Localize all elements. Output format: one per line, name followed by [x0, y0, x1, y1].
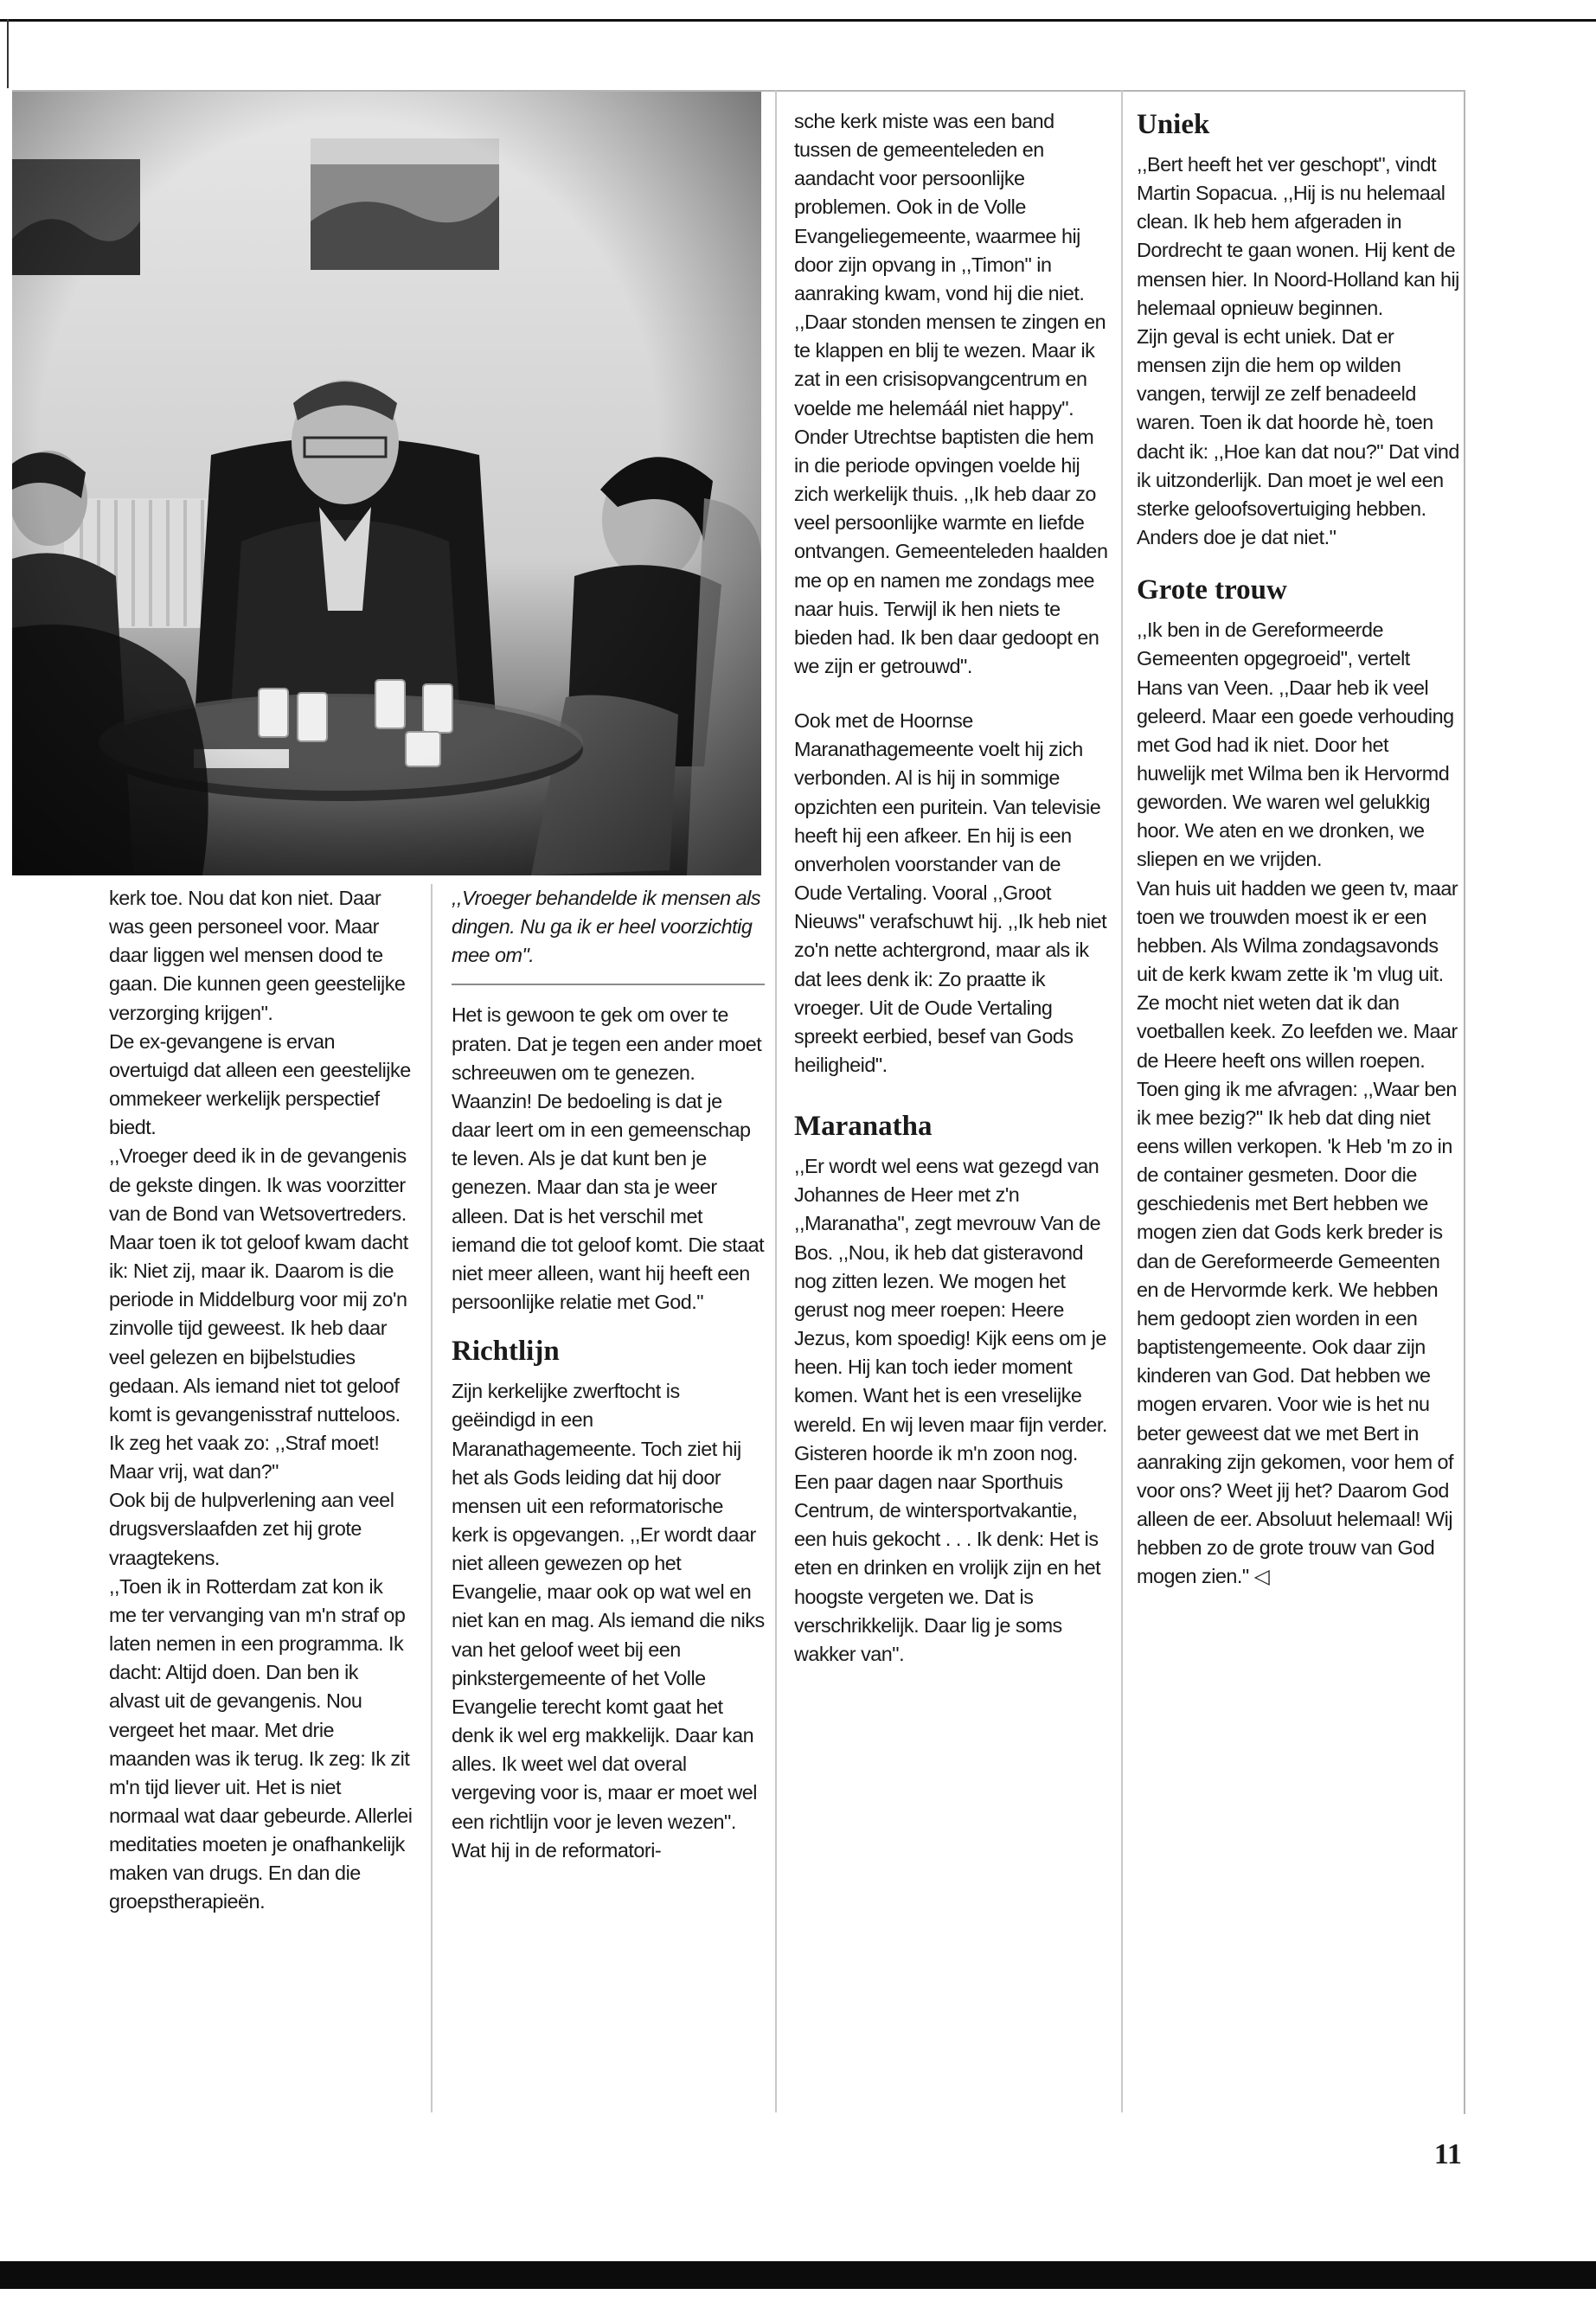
heading-richtlijn: Richtlijn [452, 1336, 560, 1368]
article-photo [12, 92, 761, 875]
top-rule [0, 19, 1596, 22]
bottom-bar [0, 2261, 1596, 2289]
col1-paragraph-5: ,,Toen ik in Rotterdam zat kon ik me ter vervanging van m'n straf op laten nemen in een programma. Ik dacht: Altijd doen. Dan ben ik alvast uit de gevangenis. Nou vergeet het maar. Met drie maanden was ik terug. Ik zeg: Ik zit m'n tijd liever uit. Het is niet normaal wat daar gebeurde. Allerlei meditaties moeten je onafhankelijk maken van drugs. En dan die groepstherapieën. [109, 1574, 413, 1913]
col3-paragraph-3: ,,Er wordt wel eens wat gezegd van Johannes de Heer met z'n ,,Maranatha", zegt mevrouw Van de Bos. ,,Nou, ik heb dat gisteravond nog zitten lezen. We mogen het gerust nog meer roepen: Heere Jezus, kom spoedig! Kijk eens om je heen. Hij kan toch ieder moment komen. Want het is een vreselijke wereld. En wij leven maar fijn verder. Gisteren hoorde ik m'n zoon nog. Een paar dagen naar Sporthuis Centrum, de wintersportvakantie, een huis gekocht . . . Ik denk: Het is eten en drinken en vrolijk zijn en het hoogste vergeten we. Dat is verschrikkelijk. Daar lig je soms wakker van". [794, 1155, 1107, 1665]
text-column-1 [109, 884, 413, 1917]
text-column-3 [794, 107, 1111, 1669]
col1-paragraph-3: ,,Vroeger deed ik in de gevangenis de gekste dingen. Ik was voorzitter van de Bond van Wetsovertreders. Maar toen ik tot geloof kwam dacht ik: Niet zij, maar ik. Daarom is die periode in Middelburg voor mij zo'n zinvolle tijd geweest. Ik heb daar veel gelezen en bijbelstudies gedaan. Als iemand niet tot geloof komt is gevangenisstraf nutteloos. Ik zeg het vaak zo: ,,Straf moet! Maar vrij, wat dan?" [109, 1144, 408, 1484]
column-divider-2 [775, 90, 777, 2112]
group-conversation-photo-icon [12, 92, 761, 875]
page-number: 11 [1433, 2138, 1462, 2170]
text-column-4 [1137, 107, 1460, 1592]
col3-paragraph-1: sche kerk miste was een band tussen de gemeenteleden en aandacht voor persoonlijke problemen. Ook in de Volle Evangeliegemeente, waarmee hij door zijn opvang in ,,Timon" in aanraking kwam, vond hij die niet. ,,Daar stonden mensen te zingen en te klappen en blij te wezen. Maar ik zat in een crisisopvangcentrum en voelde me helemáál niet happy". Onder Utrechtse baptisten die hem in die periode opvingen voelde hij zich werkelijk thuis. ,,Ik heb daar zo veel persoonlijke warmte en liefde ontvangen. Gemeenteleden haalden me op en namen me zondags mee naar huis. Terwijl ik hen niets te bieden had. Ik ben daar gedoopt en we zijn er getrouwd". [794, 110, 1108, 677]
heading-grote-trouw: Grote trouw [1137, 574, 1287, 606]
left-edge-mark [7, 19, 9, 88]
col3-paragraph-2: Ook met de Hoornse Maranathagemeente voelt hij zich verbonden. Al is hij in sommige opzichten een puritein. Van televisie heeft hij een afkeer. En hij is een onverholen voorstander van de Oude Vertaling. Vooral ,,Groot Nieuws" verafschuwt hij. ,,Ik heb niet zo'n nette achtergrond, maar als ik dat lees denk ik: Zo praatte ik vroeger. Uit de Oude Vertaling spreekt eerbied, besef van Gods heiligheid". [794, 709, 1107, 1076]
col2-paragraph-1: Het is gewoon te gek om over te praten. Dat je tegen een ander moet schreeuwen om te genezen. Waanzin! De bedoeling is dat je daar leert om in een gemeenschap te leven. Als je dat kunt ben je genezen. Maar dan sta je weer alleen. Dat is het verschil met iemand die tot geloof komt. Die staat niet meer alleen, want hij heeft een persoonlijke relatie met God." [452, 1003, 765, 1314]
col4-paragraph-2: Zijn geval is echt uniek. Dat er mensen zijn die hem op wilden vangen, terwijl ze zelf benadeeld waren. Toen ik dat hoorde hè, toen dacht ik: ,,Hoe kan dat nou?" Dat vind ik uitzonderlijk. Dan moet je wel een sterke geloofsovertuiging hebben. Anders doe je dat niet." [1137, 324, 1459, 549]
col4-paragraph-1: ,,Bert heeft het ver geschopt", vindt Martin Sopacua. ,,Hij is nu helemaal clean. Ik heb hem afgeraden in Dordrecht te gaan wonen. Hij kent de mensen hier. In Noord-Holland kan hij helemaal opnieuw beginnen. [1137, 153, 1459, 319]
col2-paragraph-2: Zijn kerkelijke zwerftocht is geëindigd in een Maranathagemeente. Toch ziet hij het als Gods leiding dat hij door mensen uit een reformatorische kerk is opgevangen. ,,Er wordt daar niet alleen gewezen op het Evangelie, maar ook op wat wel en niet kan en mag. Als iemand die niks van het geloof weet bij een pinkstergemeente of het Volle Evangelie terecht komt gaat het denk ik wel erg makkelijk. Daar kan alles. Ik weet wel dat overal vergeving voor is, maar er moet wel een richtlijn voor je leven wezen". [452, 1380, 765, 1833]
col1-paragraph-4: Ook bij de hulpverlening aan veel drugsverslaafden zet hij grote vraagtekens. [109, 1489, 394, 1569]
quote-rule [452, 984, 765, 985]
heading-uniek: Uniek [1137, 109, 1210, 140]
col2-paragraph-3: Wat hij in de reformatori- [452, 1838, 662, 1862]
col1-paragraph-2: De ex-gevangene is ervan overtuigd dat alleen een geestelijke ommekeer werkelijk perspectief biedt. [109, 1029, 411, 1139]
column-divider-1 [431, 884, 433, 2112]
pull-quote: ,,Vroeger behandelde ik mensen als dingen. Nu ga ik er heel voorzichtig mee om". [452, 887, 761, 967]
col4-paragraph-3: ,,Ik ben in de Gereformeerde Gemeenten opgegroeid", vertelt Hans van Veen. ,,Daar heb ik veel geleerd. Maar een goede verhouding met God had ik niet. Door het huwelijk met Wilma ben ik Hervormd geworden. We waren wel gelukkig hoor. We aten en we dronken, we sliepen en we vrijden. [1137, 619, 1454, 871]
col4-paragraph-4: Van huis uit hadden we geen tv, maar toen we trouwden moest ik er een hebben. Als Wilma zondagsavonds uit de kerk kwam zette ik 'm vlug uit. Ze mocht niet weten dat ik dan voetballen keek. Zo leefden we. Maar de Heere heeft ons willen roepen. Toen ging ik me afvragen: ,,Waar ben ik mee bezig?" Ik heb dat ding niet eens willen verkopen. 'k Heb 'm zo in de container gesmeten. Door die geschiedenis met Bert hebben we mogen zien dat Gods kerk breder is dan de Gereformeerde Gemeenten en de Hervormde kerk. We hebben hem gedoopt zien worden in een baptistengemeente. Ook daar zijn kinderen van God. Dat hebben we mogen ervaren. Voor wie is het nu beter geweest dat we met Bert in aanraking zijn gekomen, voor hem of voor ons? Weet jij het? Daarom God alleen de eer. Absoluut helemaal! Wij hebben zo de grote trouw van God mogen zien." ◁ [1137, 876, 1458, 1588]
heading-maranatha: Maranatha [794, 1111, 933, 1143]
column-divider-3 [1121, 90, 1123, 2112]
col1-paragraph-1: kerk toe. Nou dat kon niet. Daar was geen personeel voor. Maar daar liggen wel mensen dood te gaan. Die kunnen geen geestelijke verzorging krijgen". [109, 887, 406, 1024]
text-column-2 [452, 884, 765, 1865]
